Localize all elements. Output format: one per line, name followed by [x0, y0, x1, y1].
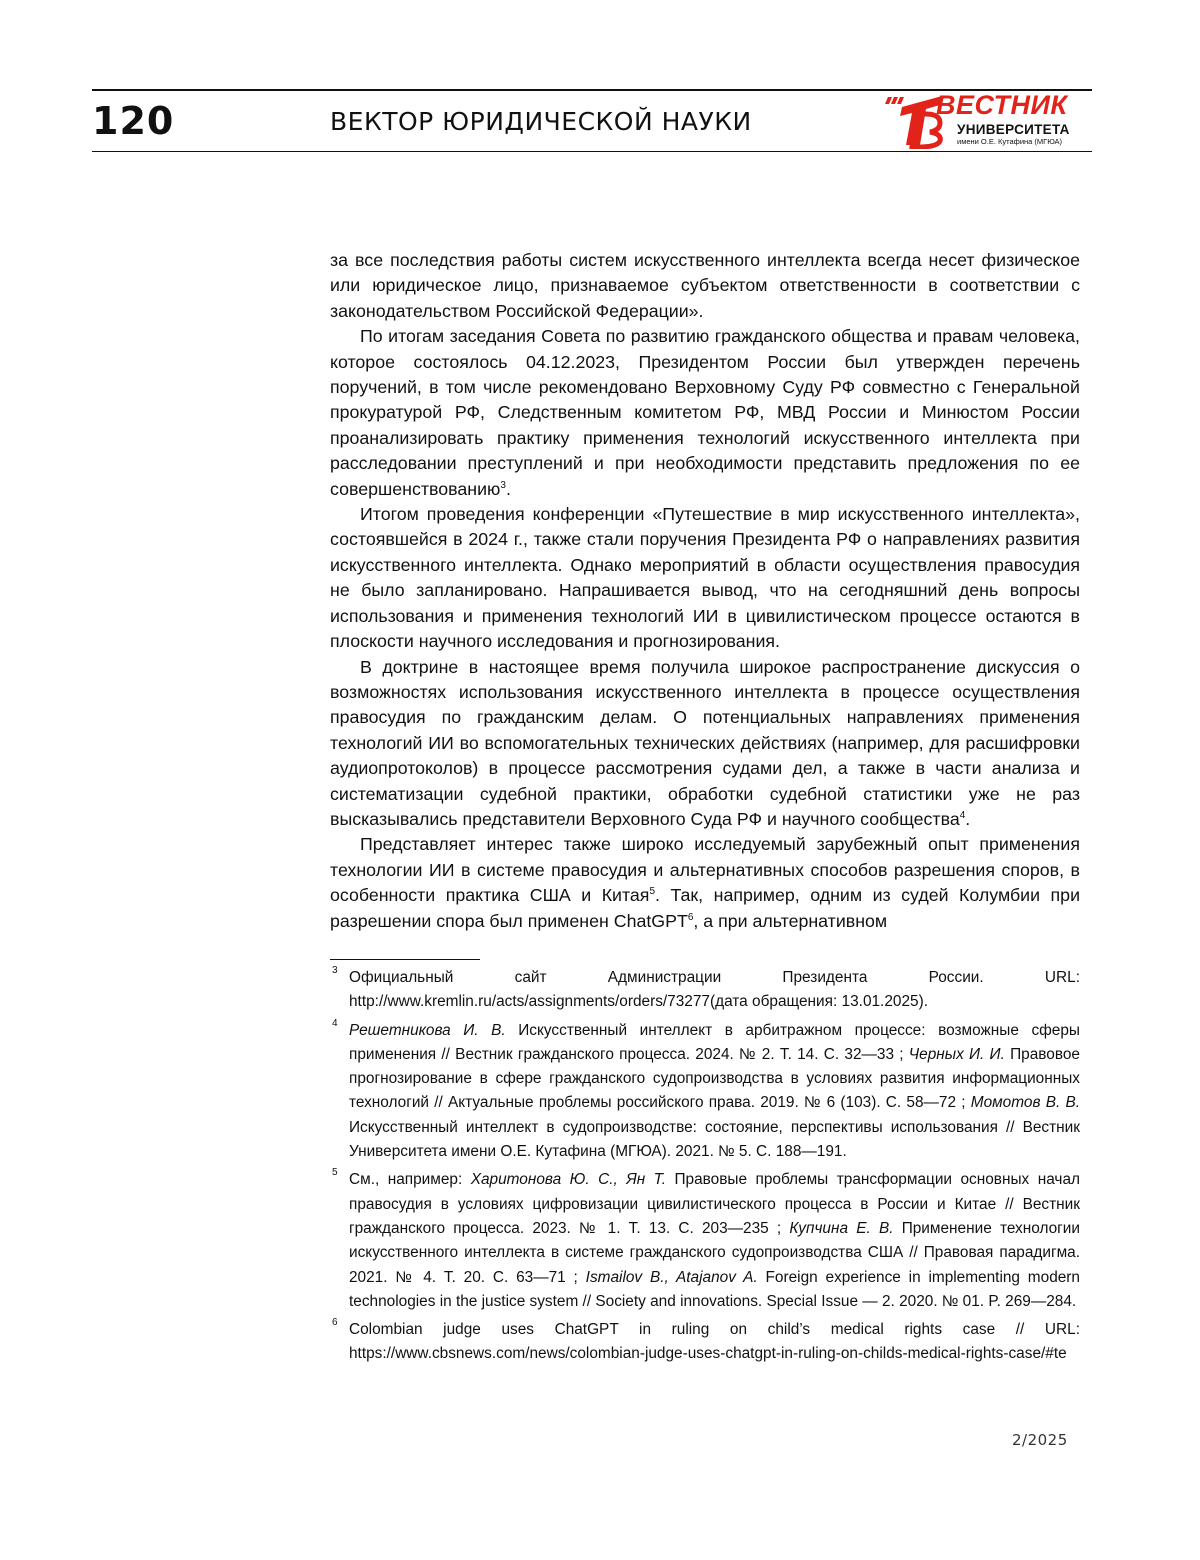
- author: Ismailov B., Atajanov A.: [586, 1269, 758, 1286]
- author: Купчина Е. В.: [789, 1220, 893, 1237]
- paragraph: Итогом проведения конференции «Путешествие в мир искусственного интеллекта», состоявшейся в 2024 г., также стали поручения Президента РФ о направлениях развития искусственного интеллекта. Однако мероприятий в области осуществления правосудия не было запланировано. Напрашивается вывод, что на сегодняшний день вопросы использования и применения технологий ИИ в цивилистическом процессе остаются в плоскости научного исследования и прогнозирования.: [330, 502, 1080, 654]
- logo-title: ВЕСТНИК: [936, 91, 1068, 119]
- footnote-ref: 6: [688, 912, 694, 923]
- issue-number: 2/2025: [1012, 1431, 1068, 1449]
- footnote-mark: 4: [332, 1016, 338, 1032]
- journal-logo: [882, 93, 1082, 149]
- logo-subtitle: УНИВЕРСИТЕТА: [957, 122, 1070, 137]
- paragraph: В доктрине в настоящее время получила широкое распространение дискуссия о возможностях использования искусственного интеллекта в процессе осуществления правосудия по гражданским делам. О потенциальных направлениях применения технологий ИИ во вспомогательных технических действиях (например, для расшифровки аудиопротоколов) в процессе рассмотрения судами дел, а также в части анализа и систематизации судебной практики, обработки судебной статистики уже не раз высказывались представители Верховного Суда РФ и научного сообщества4.: [330, 655, 1080, 833]
- footnote-mark: 6: [332, 1315, 338, 1331]
- page-number: 120: [92, 98, 174, 144]
- author: Решетникова И. В.: [349, 1022, 506, 1039]
- footnote-4: 4 Решетникова И. В. Искусственный интеллект в арбитражном процессе: возможные сферы применения // Вестник гражданского процесса. 2024. № 2. Т. 14. С. 32—33 ; Черных И. И. Правовое прогнозирование в сфере гражданского судопроизводства в условиях развития информационных технологий // Актуальные проблемы российского права. 2019. № 6 (103). С. 58—72 ; Момотов В. В. Искусственный интеллект в судопроизводстве: состояние, перспективы использования // Вестник Университета имени О.Е. Кутафина (МГЮА). 2021. № 5. С. 188—191.: [330, 1019, 1080, 1165]
- footnotes: [330, 966, 1080, 1371]
- section-title: ВЕКТОР ЮРИДИЧЕСКОЙ НАУКИ: [330, 106, 752, 138]
- author: Момотов В. В.: [971, 1094, 1080, 1111]
- footnote-6: 6 Colombian judge uses ChatGPT in ruling on child’s medical rights case // URL: https://www.cbsnews.com/news/colombian-judge-uses-chatgpt-in-ruling-on-childs-medical-rights-case/#te: [330, 1318, 1080, 1367]
- paragraph: за все последствия работы систем искусственного интеллекта всегда несет физическое или юридическое лицо, признаваемое субъектом ответственности в соответствии с законодательством Российской Федерации».: [330, 248, 1080, 324]
- footnote-mark: 5: [332, 1165, 338, 1181]
- footnote-ref: 3: [500, 480, 506, 491]
- paragraph: Представляет интерес также широко исследуемый зарубежный опыт применения технологии ИИ в системе правосудия и альтернативных способов разрешения споров, в особенности практика США и Китая5. Так, например, одним из судей Колумбии при разрешении спора был применен ChatGPT6, а при альтернативном: [330, 832, 1080, 934]
- author: Черных И. И.: [909, 1046, 1005, 1063]
- footnote-separator: [330, 959, 480, 960]
- footnote-3: 3 Официальный сайт Администрации Президента России. URL: http://www.kremlin.ru/acts/assignments/orders/73277(дата обращения: 13.01.2025).: [330, 966, 1080, 1015]
- footnote-ref: 4: [960, 810, 966, 821]
- logo-caption: имени О.Е. Кутафина (МГЮА): [957, 137, 1062, 146]
- footnote-ref: 5: [649, 886, 655, 897]
- article-body: [330, 248, 1080, 934]
- footnote-mark: 3: [332, 963, 338, 979]
- author: Харитонова Ю. С., Ян Т.: [471, 1171, 666, 1188]
- footnote-5: 5 См., например: Харитонова Ю. С., Ян Т. Правовые проблемы трансформации основных начал правосудия в условиях цифровизации цивилистического процесса в России и Китае // Вестник гражданского процесса. 2023. № 1. Т. 13. С. 203—235 ; Купчина Е. В. Применение технологии искусственного интеллекта в системе гражданского судопроизводства США // Правовая парадигма. 2021. № 4. Т. 20. С. 63—71 ; Ismailov B., Atajanov A. Foreign experience in implementing modern technologies in the justice system // Society and innovations. Special Issue — 2. 2020. № 01. P. 269—284.: [330, 1168, 1080, 1314]
- header-bottom-rule: [92, 151, 1092, 152]
- paragraph: По итогам заседания Совета по развитию гражданского общества и правам человека, которое состоялось 04.12.2023, Президентом России был утвержден перечень поручений, в том числе рекомендовано Верховному Суду РФ совместно с Генеральной прокуратурой РФ, Следственным комитетом РФ, МВД России и Минюстом России проанализировать практику применения технологий искусственного интеллекта при расследовании преступлений и при необходимости представить предложения по ее совершенствованию3.: [330, 324, 1080, 502]
